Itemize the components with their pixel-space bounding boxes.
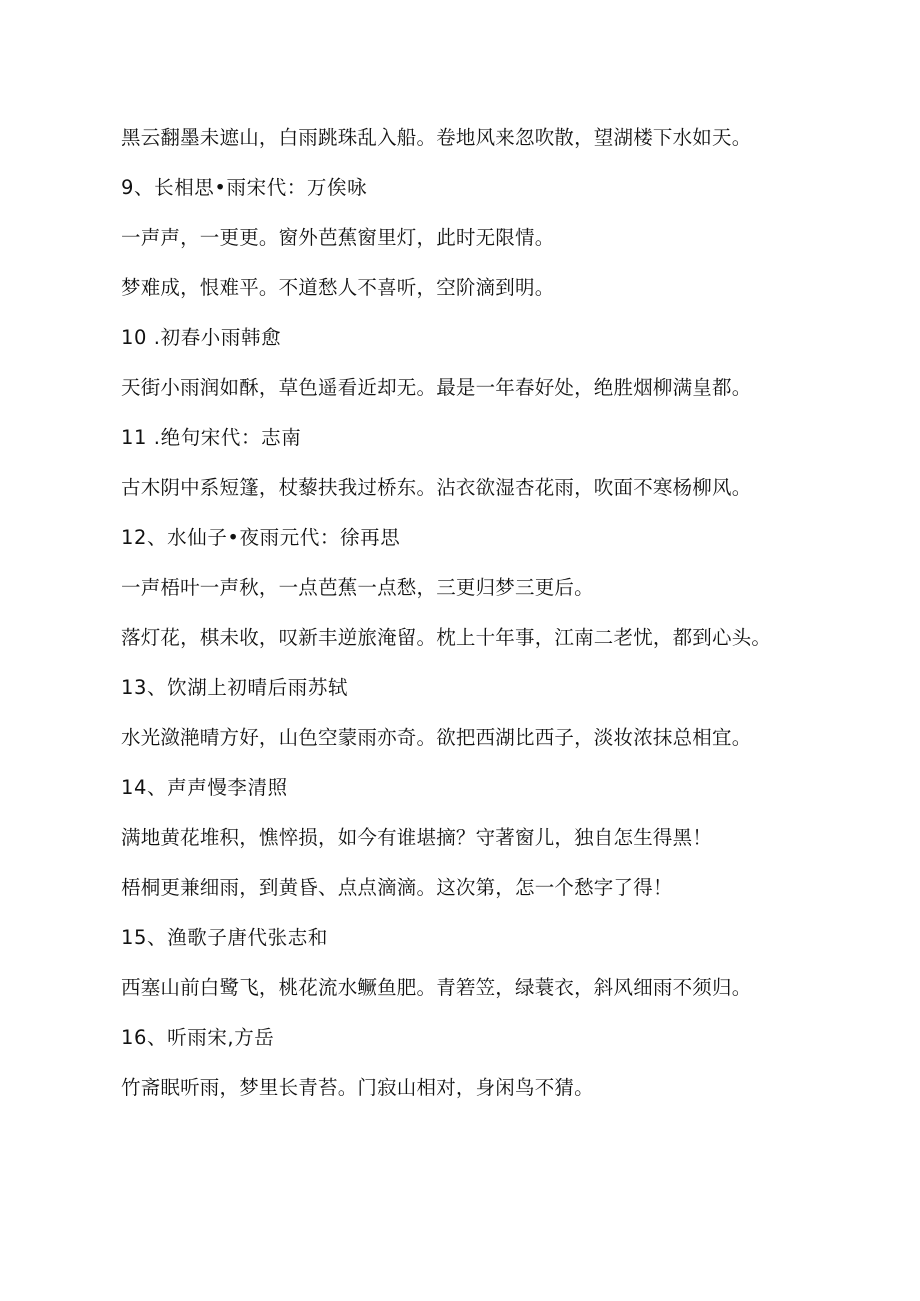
verse-line: 一声梧叶一声秋，一点芭蕉一点愁，三更归梦三更后。 <box>121 576 594 599</box>
verse-line: 满地黄花堆积，憔悴损，如今有谁堪摘？守著窗儿，独自怎生得黑！ <box>121 826 713 849</box>
verse-line: 水光潋滟晴方好，山色空蒙雨亦奇。欲把西湖比西子，淡妆浓抹总相宜。 <box>121 726 752 749</box>
poem-heading: 9、长相思•雨宋代：万俟咏 <box>121 176 368 199</box>
verse-line: 落灯花，棋未收，叹新丰逆旅淹留。枕上十年事，江南二老忧，都到心头。 <box>121 626 772 649</box>
poem-heading: 15、渔歌子唐代张志和 <box>121 926 328 949</box>
poem-heading: 13、饮湖上初晴后雨苏轼 <box>121 676 349 699</box>
verse-line: 西塞山前白鹭飞，桃花流水鳜鱼肥。青箬笠，绿蓑衣，斜风细雨不须归。 <box>121 976 752 999</box>
verse-line: 竹斋眠听雨，梦里长青苔。门寂山相对，身闲鸟不猜。 <box>121 1076 594 1099</box>
poem-heading: 10 .初春小雨韩愈 <box>121 326 282 349</box>
poem-heading: 11 .绝句宋代：志南 <box>121 426 302 449</box>
verse-line: 梦难成，恨难平。不道愁人不喜听，空阶滴到明。 <box>121 276 555 299</box>
poem-heading: 12、水仙子•夜雨元代：徐再思 <box>121 526 401 549</box>
verse-line: 一声声，一更更。窗外芭蕉窗里灯，此时无限情。 <box>121 226 555 249</box>
verse-line: 黑云翻墨未遮山，白雨跳珠乱入船。卷地风来忽吹散，望湖楼下水如天。 <box>121 126 752 149</box>
poem-heading: 16、听雨宋,方岳 <box>121 1026 275 1049</box>
poem-heading: 14、声声慢李清照 <box>121 776 288 799</box>
verse-line: 天街小雨润如酥，草色遥看近却无。最是一年春好处，绝胜烟柳满皇都。 <box>121 376 752 399</box>
verse-line: 古木阴中系短篷，杖藜扶我过桥东。沾衣欲湿杏花雨，吹面不寒杨柳风。 <box>121 476 752 499</box>
verse-line: 梧桐更兼细雨，到黄昏、点点滴滴。这次第，怎一个愁字了得！ <box>121 876 673 899</box>
